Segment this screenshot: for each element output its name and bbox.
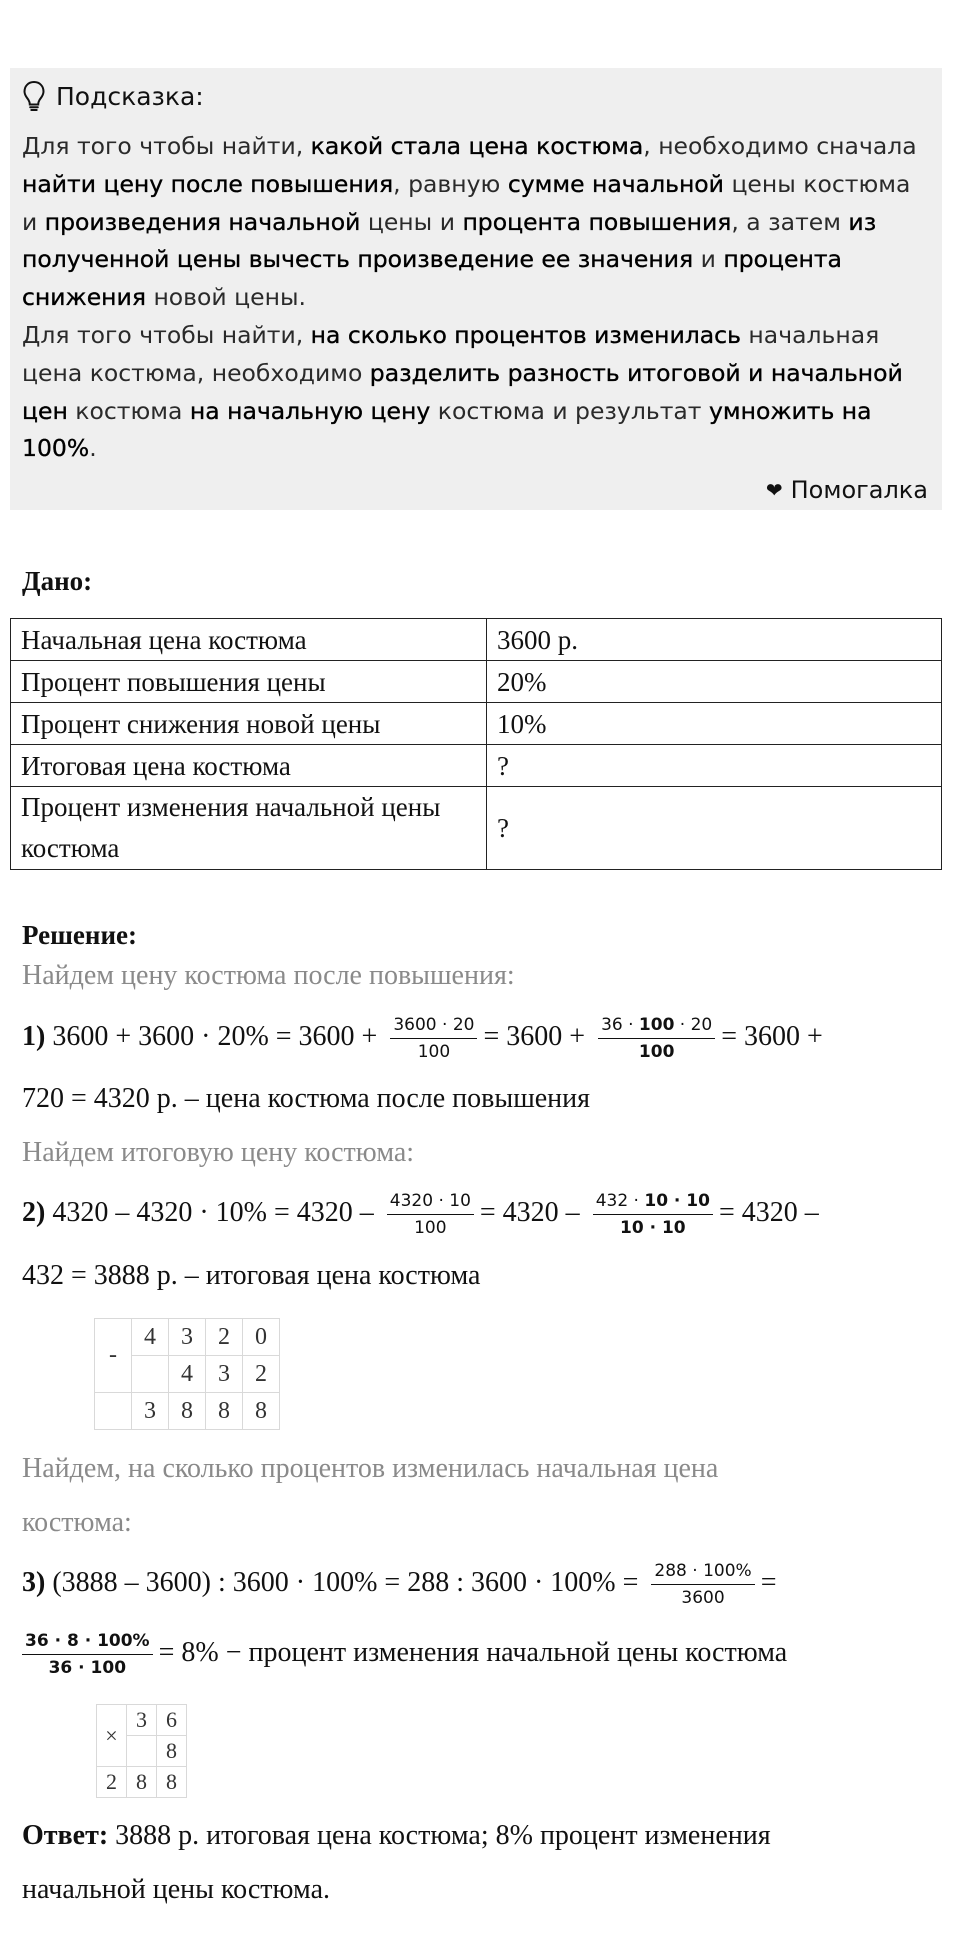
hint-run: костюма и результат	[430, 396, 709, 425]
multiply-sign: ×	[97, 1705, 127, 1767]
minus-sign: -	[95, 1319, 132, 1393]
fraction	[387, 1190, 474, 1239]
equation-text: = 8% − процент изменения начальной цены костюма	[158, 1636, 788, 1668]
fraction	[593, 1190, 713, 1239]
hint-run: начальная цена костюма, необходимо	[22, 320, 880, 387]
table-row	[11, 619, 942, 661]
step-number: 2)	[22, 1196, 46, 1228]
fraction-numerator: 3600 · 20	[390, 1014, 477, 1039]
table-row	[97, 1767, 187, 1798]
equation-text: 4320 – 4320 · 10% = 4320 –	[52, 1196, 374, 1228]
hint-emphasis: процента снижения	[22, 245, 842, 312]
step-number: 1)	[22, 1020, 46, 1052]
lightbulb-icon	[22, 80, 46, 112]
solution-title: Решение:	[22, 920, 137, 950]
hint-run: Для того чтобы найти,	[22, 132, 311, 160]
given-label: Процент снижения новой цены	[11, 703, 487, 745]
hint-emphasis: умножить на 100%	[22, 396, 872, 463]
digit-cell: 8	[169, 1393, 206, 1430]
given-label: Начальная цена костюма	[11, 619, 487, 661]
numerator-part: 36 ·	[601, 1015, 639, 1035]
hint-run: и	[693, 245, 724, 274]
given-value: 20%	[487, 661, 942, 703]
digit-cell: 3	[206, 1356, 243, 1393]
hint-run: .	[89, 434, 97, 463]
fraction-denominator: 100	[417, 1042, 451, 1062]
step1-result: 720 = 4320 р. – цена костюма после повышения	[22, 1083, 591, 1114]
hint-run: костюма	[67, 396, 190, 425]
fraction-denominator: 100	[414, 1218, 447, 1238]
step-number: 3)	[22, 1566, 46, 1598]
hint-emphasis: какой стала цена костюма	[310, 132, 644, 160]
numerator-part: · 20	[674, 1015, 713, 1035]
given-label: Процент изменения начальной цены костюма	[11, 787, 487, 870]
digit-cell: 4	[132, 1319, 169, 1356]
numerator-part: 432 ·	[595, 1191, 645, 1211]
step3-equation	[22, 1560, 776, 1609]
digit-cell: 3	[132, 1393, 169, 1430]
fraction-denominator: 10 · 10	[620, 1218, 686, 1238]
hint-footer-label: Помогалка	[790, 476, 928, 504]
hint-header	[22, 76, 930, 116]
step3-result	[22, 1630, 787, 1679]
step3-intro-line2: костюма:	[22, 1507, 132, 1538]
digit-cell: 3	[127, 1705, 157, 1736]
hint-emphasis: сумме начальной	[507, 169, 724, 198]
given-label: Процент повышения цены	[11, 661, 487, 703]
empty-cell	[95, 1393, 132, 1430]
step2-result: 432 = 3888 р. – итоговая цена костюма	[22, 1260, 481, 1291]
equation-text: = 4320 –	[718, 1196, 819, 1228]
given-title: Дано:	[22, 566, 93, 596]
digit-cell: 6	[157, 1705, 187, 1736]
hint-footer[interactable]	[766, 476, 928, 504]
digit-cell: 8	[157, 1736, 187, 1767]
equation-text: (3888 – 3600) : 3600 · 100% = 288 : 3600 · 100% =	[52, 1566, 639, 1598]
hint-emphasis: на начальную цену	[189, 396, 431, 425]
digit-cell: 0	[243, 1319, 280, 1356]
hint-emphasis: найти цену после повышения	[22, 169, 394, 198]
given-value: 10%	[487, 703, 942, 745]
hint-text	[22, 128, 930, 468]
fraction-denominator: 100	[638, 1042, 675, 1062]
digit-cell: 8	[243, 1393, 280, 1430]
table-row	[11, 703, 942, 745]
answer-text: 3888 р. итоговая цена костюма; 8% процент изменения	[108, 1820, 771, 1851]
answer-line2: начальной цены костюма.	[22, 1874, 331, 1905]
hint-run: цены и	[360, 207, 463, 236]
step3-intro-line1: Найдем, на сколько процентов изменилась начальная цена	[22, 1453, 719, 1484]
digit-cell: 8	[206, 1393, 243, 1430]
hint-title: Подсказка:	[56, 81, 204, 111]
hint-emphasis: процента повышения	[462, 207, 732, 236]
table-row	[11, 661, 942, 703]
digit-cell: 2	[97, 1767, 127, 1798]
table-row	[11, 745, 942, 787]
heart-icon: ❤	[765, 478, 783, 502]
equation-text: = 3600 +	[721, 1020, 823, 1052]
step2-intro: Найдем итоговую цену костюма:	[22, 1137, 415, 1168]
fraction	[390, 1014, 477, 1063]
given-value: ?	[487, 745, 942, 787]
step1-equation	[22, 1014, 823, 1063]
fraction	[651, 1560, 754, 1609]
hint-emphasis: из полученной цены вычесть произведение ее значения	[22, 207, 877, 274]
step1-intro: Найдем цену костюма после повышения:	[22, 960, 515, 991]
table-row	[11, 787, 942, 870]
answer-line1	[22, 1820, 771, 1852]
hint-emphasis: разделить разность итоговой и начальной цен	[22, 358, 903, 425]
given-table	[10, 618, 942, 870]
hint-run: , необходимо сначала	[643, 132, 917, 160]
equation-text: = 4320 –	[479, 1196, 580, 1228]
numerator-cancelled: 100	[638, 1015, 675, 1035]
answer-label: Ответ:	[22, 1820, 109, 1851]
digit-cell: 4	[169, 1356, 206, 1393]
hint-box	[10, 68, 942, 510]
table-row	[95, 1393, 280, 1430]
column-subtraction	[94, 1318, 280, 1430]
hint-run: цены костюма и	[22, 169, 911, 236]
fraction-denominator: 36 · 100	[48, 1658, 127, 1678]
hint-paragraph-2	[22, 317, 930, 468]
fraction-numerator	[598, 1014, 715, 1039]
equation-text: =	[760, 1566, 777, 1598]
hint-paragraph-1	[22, 128, 930, 317]
hint-emphasis: на сколько процентов изменилась	[310, 320, 741, 349]
digit-cell: 8	[157, 1767, 187, 1798]
given-value: ?	[487, 787, 942, 870]
fraction-numerator: 36 · 8 · 100%	[22, 1630, 153, 1655]
digit-cell: 2	[243, 1356, 280, 1393]
given-value: 3600 р.	[487, 619, 942, 661]
digit-cell: 2	[206, 1319, 243, 1356]
equation-text: 3600 + 3600 · 20% = 3600 +	[52, 1020, 378, 1052]
column-multiplication	[96, 1704, 187, 1798]
equation-text: = 3600 +	[483, 1020, 586, 1052]
digit-cell: 8	[127, 1767, 157, 1798]
digit-cell: 3	[169, 1319, 206, 1356]
hint-run: , равную	[393, 169, 508, 198]
fraction-numerator: 4320 · 10	[387, 1190, 474, 1215]
fraction	[22, 1630, 153, 1679]
step2-equation	[22, 1190, 819, 1239]
fraction-denominator: 3600	[681, 1588, 725, 1608]
numerator-cancelled: 10 · 10	[644, 1191, 710, 1211]
digit-cell	[127, 1736, 157, 1767]
hint-run: новой цены.	[145, 283, 306, 312]
fraction	[598, 1014, 715, 1063]
table-row	[95, 1319, 280, 1356]
digit-cell	[132, 1356, 169, 1393]
table-row	[97, 1705, 187, 1736]
fraction-numerator	[593, 1190, 713, 1215]
given-label: Итоговая цена костюма	[11, 745, 487, 787]
fraction-numerator: 288 · 100%	[651, 1560, 754, 1585]
hint-emphasis: произведения начальной	[44, 207, 361, 236]
hint-run: , а затем	[731, 207, 849, 236]
hint-run: Для того чтобы найти,	[22, 320, 311, 349]
